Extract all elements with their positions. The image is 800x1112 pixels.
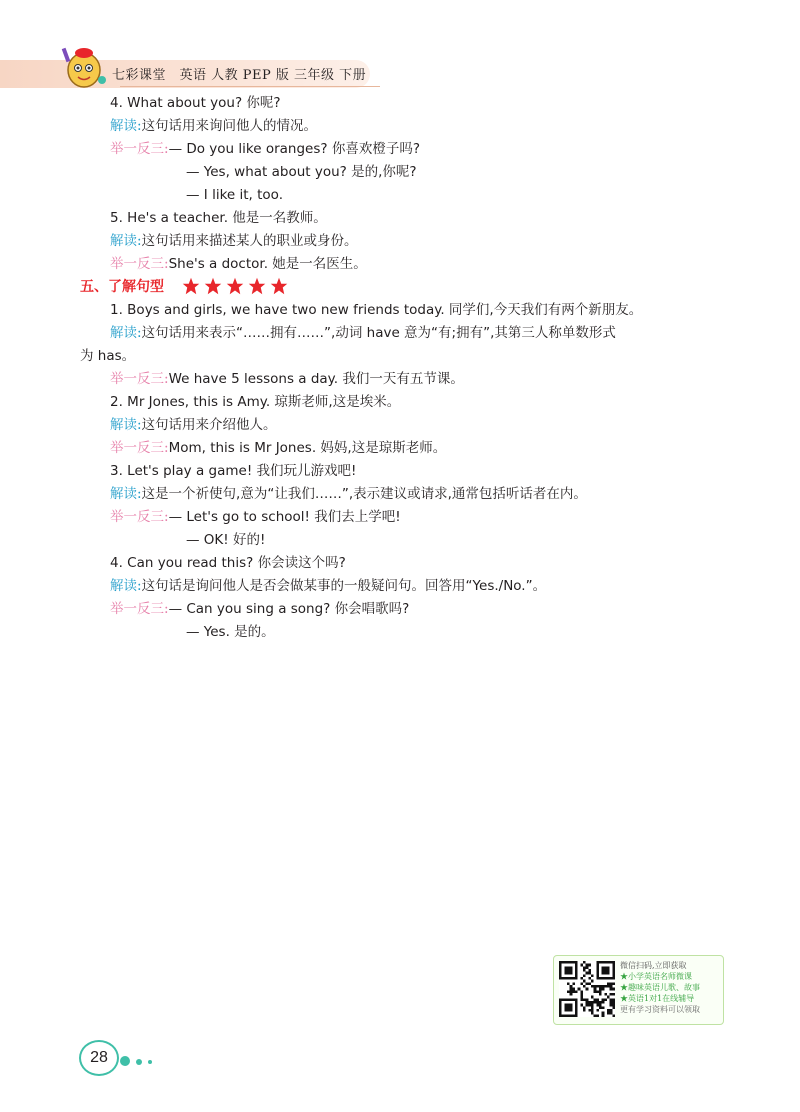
line-text: 这句话用来询问他人的情况。	[141, 118, 318, 134]
line-text: Mom, this is Mr Jones. 妈妈,这是琼斯老师。	[168, 440, 447, 456]
line-text: — Yes, what about you? 是的,你呢?	[186, 164, 417, 180]
line-text: — Can you sing a song? 你会唱歌吗?	[168, 601, 410, 617]
star-icon	[204, 277, 222, 295]
example-label: 举一反三:	[110, 141, 169, 157]
text-line	[110, 554, 346, 572]
text-line	[110, 117, 317, 135]
interpretation-label: 解读:	[110, 325, 142, 341]
line-text: 1. Boys and girls, we have two new friends today. 同学们,今天我们有两个新朋友。	[110, 302, 643, 318]
line-text: 这句话用来介绍他人。	[141, 417, 277, 433]
text-line	[186, 623, 275, 641]
line-text: — Yes. 是的。	[186, 624, 275, 640]
qr-item: ★趣味英语儿歌、故事	[620, 983, 700, 992]
header-rule	[120, 86, 380, 87]
text-line	[110, 255, 367, 273]
qr-foot: 更有学习资料可以领取	[620, 1005, 700, 1014]
mascot-icon	[58, 40, 110, 92]
line-text: — I like it, too.	[186, 187, 283, 203]
example-label: 举一反三:	[110, 256, 169, 272]
text-line	[110, 393, 400, 411]
line-text: — Do you like oranges? 你喜欢橙子吗?	[168, 141, 420, 157]
line-text: 3. Let's play a game! 我们玩儿游戏吧!	[110, 463, 357, 479]
star-icon	[182, 277, 200, 295]
example-label: 举一反三:	[110, 371, 169, 387]
line-text: 2. Mr Jones, this is Amy. 琼斯老师,这是埃米。	[110, 394, 401, 410]
text-line	[110, 232, 358, 250]
qr-item: ★小学英语名师微课	[620, 972, 692, 981]
line-text: — Let's go to school! 我们去上学吧!	[168, 509, 401, 525]
line-text: We have 5 lessons a day. 我们一天有五节课。	[168, 371, 464, 387]
decor-dot	[136, 1059, 142, 1065]
star-icon	[226, 277, 244, 295]
example-label: 举一反三:	[110, 601, 169, 617]
text-line	[110, 209, 327, 227]
line-text: She's a doctor. 她是一名医生。	[168, 256, 367, 272]
line-text: 这句话用来表示“……拥有……”,动词 have 意为“有;拥有”,其第三人称单数形式	[141, 325, 616, 341]
text-line	[186, 186, 283, 204]
page-number: 28	[79, 1040, 119, 1076]
section-title: 五、了解句型	[80, 279, 164, 295]
difficulty-stars	[182, 277, 292, 295]
example-label: 举一反三:	[110, 509, 169, 525]
text-line	[110, 508, 401, 526]
text-line	[110, 140, 420, 158]
example-label: 举一反三:	[110, 440, 169, 456]
text-line	[80, 347, 135, 365]
text-line	[110, 600, 409, 618]
line-text: 这句话是询问他人是否会做某事的一般疑问句。回答用“Yes./No.”。	[141, 578, 547, 594]
text-line	[110, 462, 356, 480]
decor-dot	[148, 1060, 152, 1064]
text-line	[110, 485, 587, 503]
text-line	[110, 439, 446, 457]
text-line	[110, 370, 464, 388]
decor-dot	[120, 1056, 130, 1066]
interpretation-label: 解读:	[110, 486, 142, 502]
line-text: 这是一个祈使句,意为“让我们……”,表示建议或请求,通常包括听话者在内。	[141, 486, 587, 502]
line-text: 为 has。	[80, 348, 136, 364]
text-line	[110, 94, 281, 112]
header-title: 七彩课堂 英语 人教 PEP 版 三年级 下册	[112, 68, 367, 83]
line-text: 5. He's a teacher. 他是一名教师。	[110, 210, 327, 226]
interpretation-label: 解读:	[110, 118, 142, 134]
qr-item: ★英语1对1在线辅导	[620, 994, 695, 1003]
line-text: — OK! 好的!	[186, 532, 266, 548]
qr-head: 微信扫码,立即获取	[620, 961, 687, 970]
interpretation-label: 解读:	[110, 417, 142, 433]
line-text: 4. What about you? 你呢?	[110, 95, 281, 111]
interpretation-label: 解读:	[110, 578, 142, 594]
text-line	[110, 301, 642, 319]
text-line	[110, 324, 616, 342]
text-line	[186, 163, 417, 181]
star-icon	[248, 277, 266, 295]
qr-promo-box[interactable]	[553, 955, 724, 1025]
text-line	[186, 531, 265, 549]
line-text: 这句话用来描述某人的职业或身份。	[141, 233, 358, 249]
text-line	[110, 577, 546, 595]
text-line	[110, 416, 277, 434]
qr-code-icon[interactable]	[559, 961, 615, 1017]
star-icon	[270, 277, 288, 295]
line-text: 4. Can you read this? 你会读这个吗?	[110, 555, 346, 571]
interpretation-label: 解读:	[110, 233, 142, 249]
